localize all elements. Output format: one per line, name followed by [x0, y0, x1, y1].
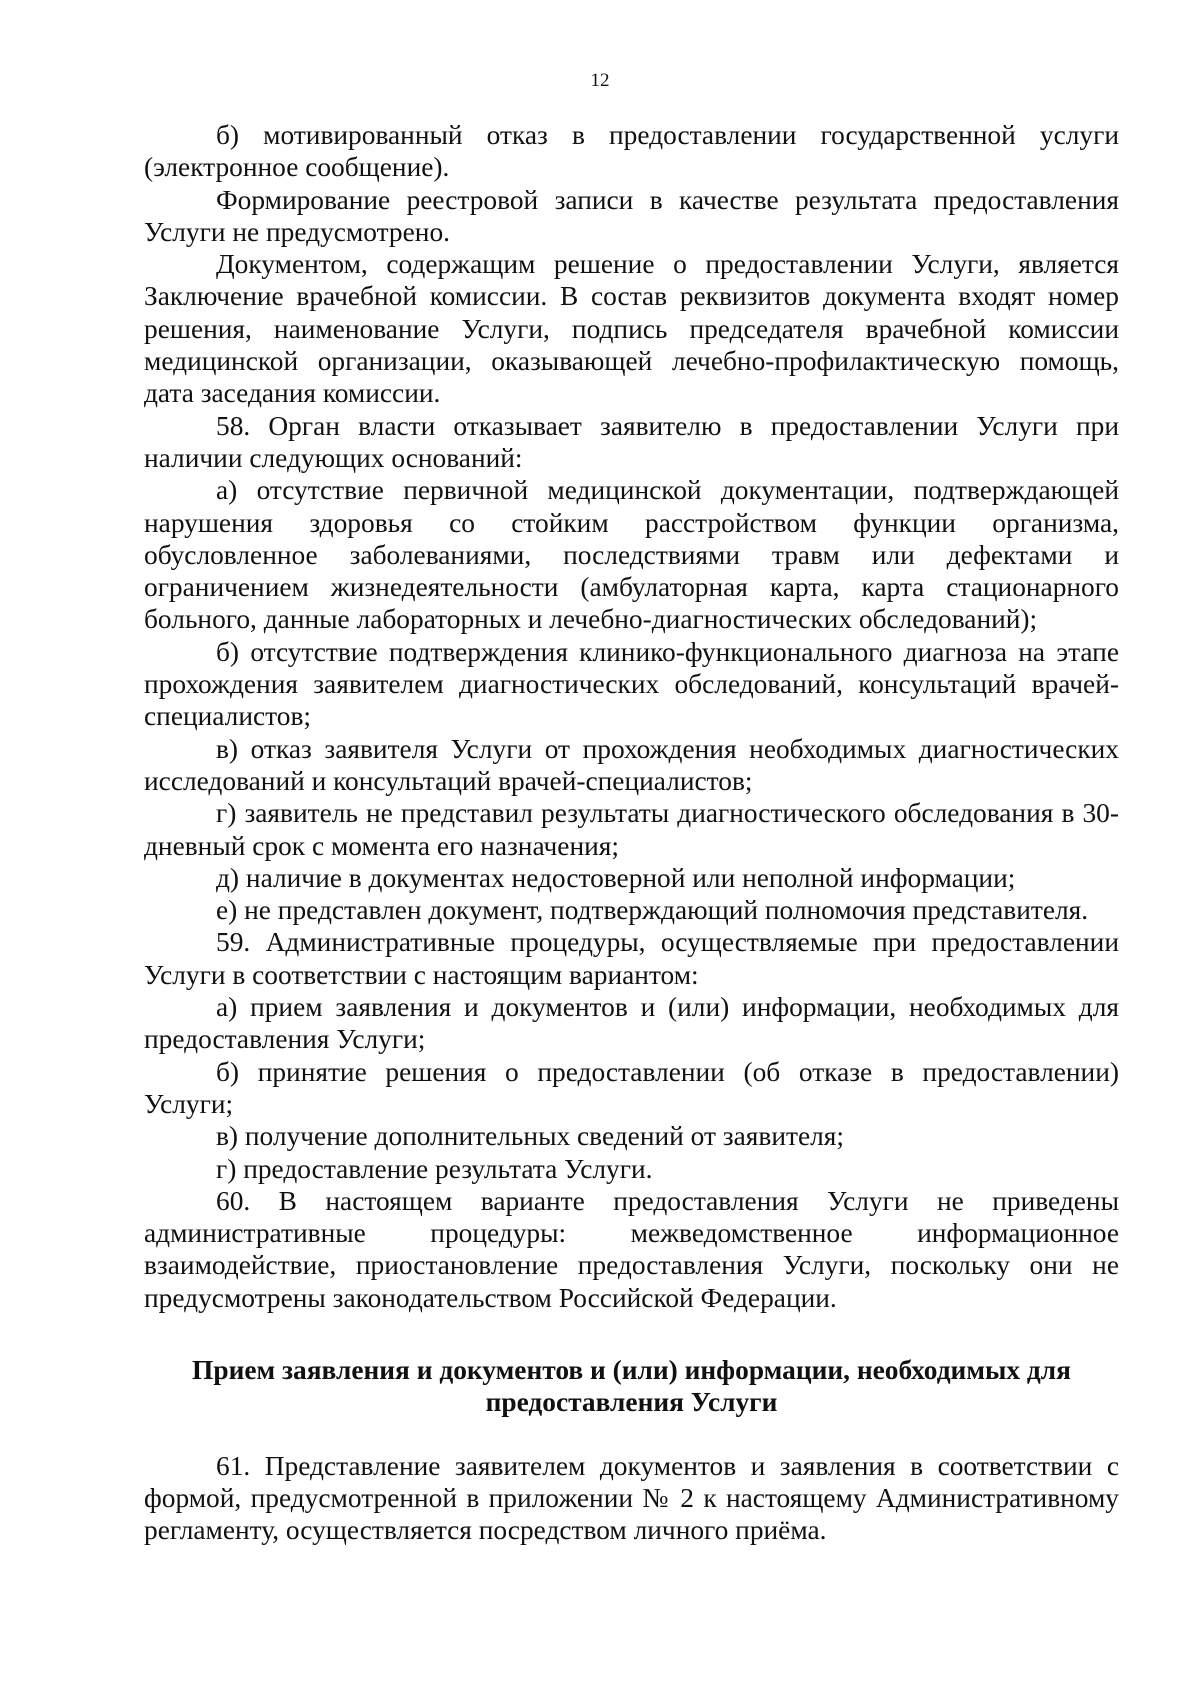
paragraph: г) заявитель не представил результаты диагностического обследования в 30-дневный срок с момента его назначения;	[144, 798, 1119, 861]
paragraph: б) принятие решения о предоставлении (об отказе в предоставлении) Услуги;	[144, 1056, 1119, 1119]
paragraph: г) предоставление результата Услуги.	[216, 1153, 653, 1184]
paragraph: 61. Представление заявителем документов и заявления в соответствии с формой, предусмотренной в приложении № 2 к настоящему Административному регламенту, осуществляется посредством личного приёма.	[144, 1450, 1119, 1546]
page-number: 12	[590, 70, 610, 91]
paragraph: б) мотивированный отказ в предоставлении государственной услуги (электронное сообщение).	[144, 120, 1119, 183]
paragraph: а) отсутствие первичной медицинской документации, подтверждающей нарушения здоровья со стойким расстройством функции организма, обусловленное заболеваниями, последствиями травм или дефектами и ограничением жизнедеятельности (амбулаторная карта, карта стационарного больного, данные лабораторных и лечебно-диагностических обследований);	[144, 475, 1119, 635]
paragraph: 60. В настоящем варианте предоставления Услуги не приведены административные процедуры: межведомственное информационное взаимодействие, приостановление предоставления Услуги, поскольку они не предусмотрены законодательством Российской Федерации.	[144, 1185, 1119, 1313]
paragraph: 58. Орган власти отказывает заявителю в предоставлении Услуги при наличии следующих оснований:	[144, 410, 1119, 473]
paragraph: Документом, содержащим решение о предоставлении Услуги, является Заключение врачебной комиссии. В состав реквизитов документа входят номер решения, наименование Услуги, подпись председателя врачебной комиссии медицинской организации, оказывающей лечебно-профилактическую помощь, дата заседания комиссии.	[144, 249, 1119, 409]
section-heading-line-1: Прием заявления и документов и (или) информации, необходимых для	[192, 1354, 1071, 1385]
paragraph: е) не представлен документ, подтверждающий полномочия представителя.	[216, 895, 1089, 926]
paragraph: Формирование реестровой записи в качестве результата предоставления Услуги не предусмотрено.	[144, 184, 1119, 247]
paragraph: 59. Административные процедуры, осуществляемые при предоставлении Услуги в соответствии с настоящим вариантом:	[144, 927, 1119, 990]
paragraph: в) отказ заявителя Услуги от прохождения необходимых диагностических исследований и консультаций врачей-специалистов;	[144, 733, 1119, 796]
section-heading	[144, 1354, 1119, 1419]
paragraph: б) отсутствие подтверждения клинико-функционального диагноза на этапе прохождения заявителем диагностических обследований, консультаций врачей-специалистов;	[144, 636, 1119, 732]
paragraph: в) получение дополнительных сведений от заявителя;	[216, 1121, 844, 1152]
document-body	[144, 119, 1119, 1546]
section-heading-line-2: предоставления Услуги	[485, 1387, 778, 1418]
paragraph: д) наличие в документах недостоверной или неполной информации;	[216, 862, 1016, 893]
paragraph: а) прием заявления и документов и (или) информации, необходимых для предоставления Услуги;	[144, 992, 1119, 1055]
